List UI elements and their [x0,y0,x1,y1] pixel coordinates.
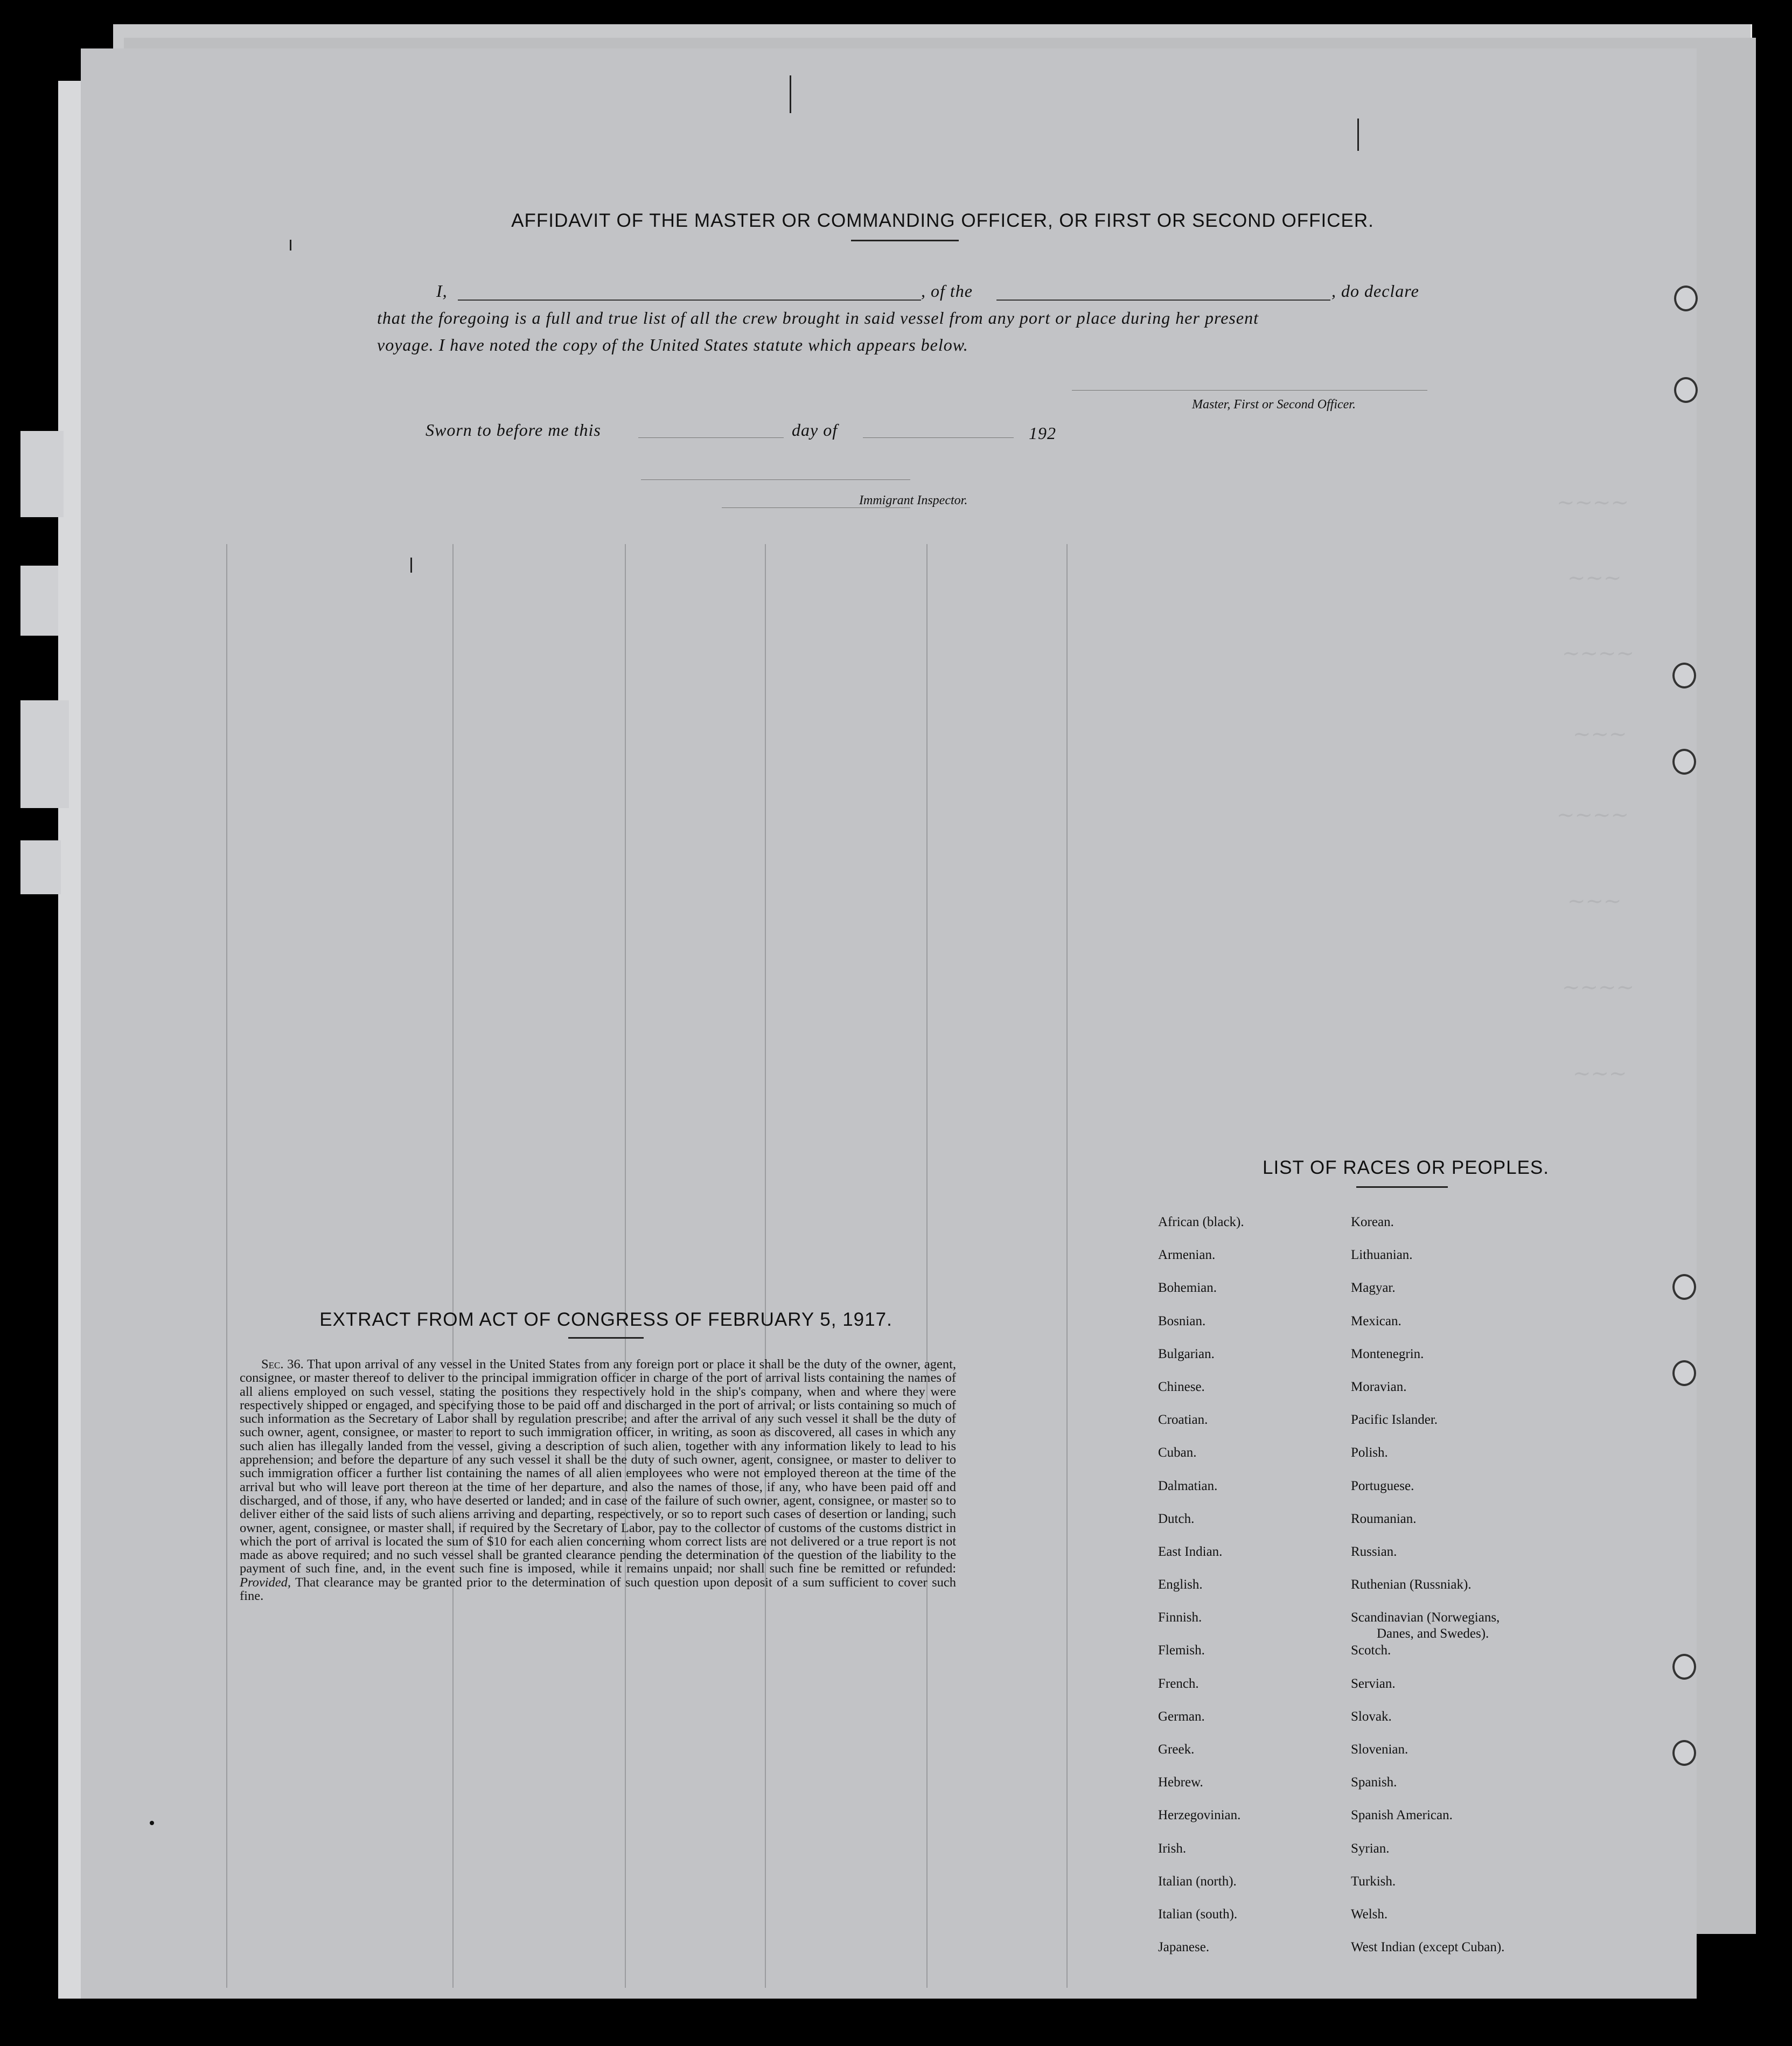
race-label: Scotch. [1351,1643,1391,1658]
inspector-signature-line[interactable] [641,479,910,480]
race-item [1158,1215,1244,1248]
provided-word: Provided, [240,1575,291,1590]
race-item [1158,1281,1244,1313]
punch-hole [1672,1360,1696,1386]
declaration-line1-mid: , of the [921,281,973,301]
race-item [1351,1577,1504,1610]
race-label: French. [1158,1676,1199,1691]
race-label: Spanish American. [1351,1808,1453,1823]
declaration-line2: that the foregoing is a full and true list of all the crew brought in said vessel from any port or place during her present [377,308,1259,328]
race-label: Pacific Islander. [1351,1412,1438,1428]
punch-hole [1672,1654,1696,1680]
bleed-through-text: ~~~ [1573,722,1627,747]
declaration-line3: voyage. I have noted the copy of the United States statute which appears below. [377,335,968,354]
inspector-label: Immigrant Inspector. [859,493,968,507]
race-label: Irish. [1158,1841,1187,1856]
race-label: Korean. [1351,1215,1394,1229]
race-item [1158,1512,1244,1544]
race-item [1351,1445,1504,1478]
mark [410,558,412,573]
race-item [1351,1874,1504,1907]
race-item [1158,1479,1244,1512]
race-item [1351,1676,1504,1709]
race-label: Magyar. [1351,1281,1396,1296]
extract-text-part2: That clearance may be granted prior to the determination of such question upon deposit of a sum sufficient to cover such fine. [240,1575,956,1604]
race-label: Bulgarian. [1158,1346,1215,1361]
race-label: Bosnian. [1158,1313,1206,1328]
race-label: English. [1158,1577,1203,1592]
bleed-through-text: ~~~ [1573,1061,1627,1086]
races-title: LIST OF RACES OR PEOPLES. [1262,1157,1549,1178]
race-item [1158,1577,1244,1610]
race-label: Polish. [1351,1445,1388,1460]
race-item [1351,1248,1504,1281]
mark [1357,119,1359,151]
race-label: German. [1158,1709,1205,1724]
race-label: East Indian. [1158,1544,1223,1559]
punch-hole [1672,1274,1696,1300]
race-item [1351,1808,1504,1841]
race-label: Russian. [1351,1544,1397,1559]
race-label: Lithuanian. [1351,1248,1413,1263]
mark [290,240,291,250]
vessel-fill-line[interactable] [996,300,1330,301]
race-label: West Indian (except Cuban). [1351,1940,1505,1955]
manifest-page [81,48,1697,1999]
race-item [1351,1907,1504,1940]
races-title-underline [1356,1186,1448,1188]
race-item [1351,1380,1504,1412]
declaration-line1-start: I, [436,281,448,301]
race-label: Spanish. [1351,1775,1397,1790]
race-item [1351,1643,1504,1676]
race-label: Dutch. [1158,1511,1195,1526]
race-label: Dalmatian. [1158,1478,1218,1493]
race-item [1351,1841,1504,1874]
races-right-column [1351,1215,1504,1973]
race-item [1158,1676,1244,1709]
race-label: Hebrew. [1158,1775,1203,1790]
race-item [1158,1874,1244,1907]
torn-edge-fragment [20,700,69,808]
race-label: Moravian. [1351,1379,1407,1394]
race-item [1158,1380,1244,1412]
column-rule [452,544,454,1988]
punch-hole [1672,749,1696,775]
race-label: Syrian. [1351,1841,1390,1856]
torn-edge-fragment [20,566,58,636]
punch-hole [1674,286,1698,311]
bleed-through-text: ~~~ [1567,889,1622,914]
race-item [1351,1479,1504,1512]
race-item [1158,1347,1244,1380]
race-label: Flemish. [1158,1643,1205,1658]
race-label: Cuban. [1158,1445,1197,1460]
title-underline [851,240,959,241]
extract-body [240,1358,956,1603]
race-item [1158,1907,1244,1940]
affidavit-title: AFFIDAVIT OF THE MASTER OR COMMANDING OFFICER, OR FIRST OR SECOND OFFICER. [511,210,1374,231]
race-label-continuation: Danes, and Swedes). [1377,1626,1489,1641]
column-rule [765,544,766,1988]
race-item [1158,1445,1244,1478]
bleed-through-text: ~~~ [1567,566,1622,590]
column-rule [1066,544,1068,1988]
race-label: Italian (south). [1158,1906,1238,1922]
race-item [1351,1610,1504,1643]
speck [150,1821,154,1825]
race-item [1351,1512,1504,1544]
race-label: Finnish. [1158,1610,1202,1625]
race-item [1158,1412,1244,1445]
section-label: Sec. 36. [261,1357,304,1372]
race-item [1351,1940,1504,1973]
race-item [1351,1775,1504,1808]
race-label: Mexican. [1351,1313,1401,1328]
race-item [1158,1314,1244,1347]
race-item [1351,1281,1504,1313]
race-item [1351,1544,1504,1577]
race-label: Chinese. [1158,1379,1205,1394]
sworn-month-line[interactable] [863,437,1014,438]
race-item [1158,1775,1244,1808]
torn-edge-fragment [20,840,61,894]
race-label: Portuguese. [1351,1478,1414,1493]
race-label: Scandinavian (Norwegians, [1351,1610,1500,1625]
race-item [1158,1841,1244,1874]
race-item [1351,1314,1504,1347]
race-label: Montenegrin. [1351,1346,1424,1361]
bleed-through-text: ~~~~ [1562,641,1635,666]
punch-hole [1672,663,1696,688]
race-item [1351,1709,1504,1742]
column-rule [926,544,928,1988]
bleed-through-text: ~~~~ [1562,975,1635,1000]
race-item [1158,1940,1244,1973]
mark [790,75,791,113]
race-item [1158,1808,1244,1841]
race-item [1351,1412,1504,1445]
extract-text-part1: That upon arrival of any vessel in the United States from any foreign port or place it shall be the duty of the owner, agent, consignee, or master thereof to deliver to the principal immigration officer in charge of the port of arrival lists containing the names of all aliens employed on such vessel, stating the positions they respectively hold in the ship's company, when and where they were respectively shipped or engaged, and specifying those to be paid off and discharged in the port of arrival; or lists containing so much of such information as the Secretary of Labor shall by regulation prescribe; and after the arrival of any such vessel it shall be the duty of such owner, agent, consignee, or master to report to such immigration officer, in writing, as soon as discovered, all cases in which any such alien has illegally landed from the vessel, giving a description of such alien, together with any information likely to lead to his apprehension; and before the departure of any such vessel it shall be the duty of such owner, agent, consignee, or master to deliver to such immigration officer a further list containing the names of all alien employees who were not employed thereon at the time of the arrival but who will leave port thereon at the time of her departure, and also the names of those, if any, who have been paid off and discharged, and of those, if any, who have deserted or landed; and in case of the failure of such owner, agent, consignee, or master so to deliver either of the said lists of such aliens arriving and departing, respectively, or so to report such cases of desertion or landing, such owner, agent, consignee, or master shall, if required by the Secretary of Labor, pay to the collector of customs of the customs district in which the port of arrival is located the sum of $10 for each alien concerning whom correct lists are not delivered or a true report is not made as above required; and no such vessel shall be granted clearance pending the determination of the question of the liability to the payment of such fine, and, in the event such fine is imposed, while it remains unpaid; nor shall such fine be remitted or refunded: [240,1357,956,1576]
sworn-year: 192 [1029,423,1056,443]
race-item [1158,1248,1244,1281]
race-label: Ruthenian (Russniak). [1351,1577,1472,1592]
race-label: Armenian. [1158,1248,1216,1263]
race-label: African (black). [1158,1215,1244,1229]
extract-title-underline [568,1337,644,1339]
race-item [1158,1709,1244,1742]
bleed-through-text: ~~~~ [1557,490,1629,515]
race-label: Slovak. [1351,1709,1392,1724]
extract-title: EXTRACT FROM ACT OF CONGRESS OF FEBRUARY 5, 1917. [319,1309,892,1330]
sworn-day-line[interactable] [638,437,784,438]
sworn-text: Sworn to before me this [426,420,601,440]
race-label: Italian (north). [1158,1874,1237,1889]
race-item [1351,1742,1504,1775]
race-item [1158,1643,1244,1676]
torn-edge-fragment [20,431,64,517]
name-fill-line[interactable] [458,300,921,301]
column-rule [226,544,227,1988]
bleed-through-text: ~~~~ [1557,803,1629,827]
declaration-line1-end: , do declare [1331,281,1419,301]
race-item [1351,1215,1504,1248]
race-label: Croatian. [1158,1412,1208,1428]
race-label: Herzegovinian. [1158,1808,1241,1823]
race-item [1158,1610,1244,1643]
race-item [1158,1742,1244,1775]
punch-hole [1674,377,1698,403]
race-item [1351,1347,1504,1380]
sworn-day-of: day of [792,420,838,440]
race-item [1158,1544,1244,1577]
race-label: Slovenian. [1351,1742,1409,1757]
master-signature-label: Master, First or Second Officer. [1192,398,1356,412]
master-signature-line[interactable] [1072,390,1427,391]
race-label: Japanese. [1158,1940,1210,1955]
punch-hole [1672,1740,1696,1766]
race-label: Servian. [1351,1676,1396,1691]
column-rule [625,544,626,1988]
race-label: Roumanian. [1351,1511,1417,1526]
race-label: Greek. [1158,1742,1195,1757]
race-label: Welsh. [1351,1906,1388,1922]
race-label: Turkish. [1351,1874,1396,1889]
races-left-column [1158,1215,1244,1973]
race-label: Bohemian. [1158,1281,1217,1296]
